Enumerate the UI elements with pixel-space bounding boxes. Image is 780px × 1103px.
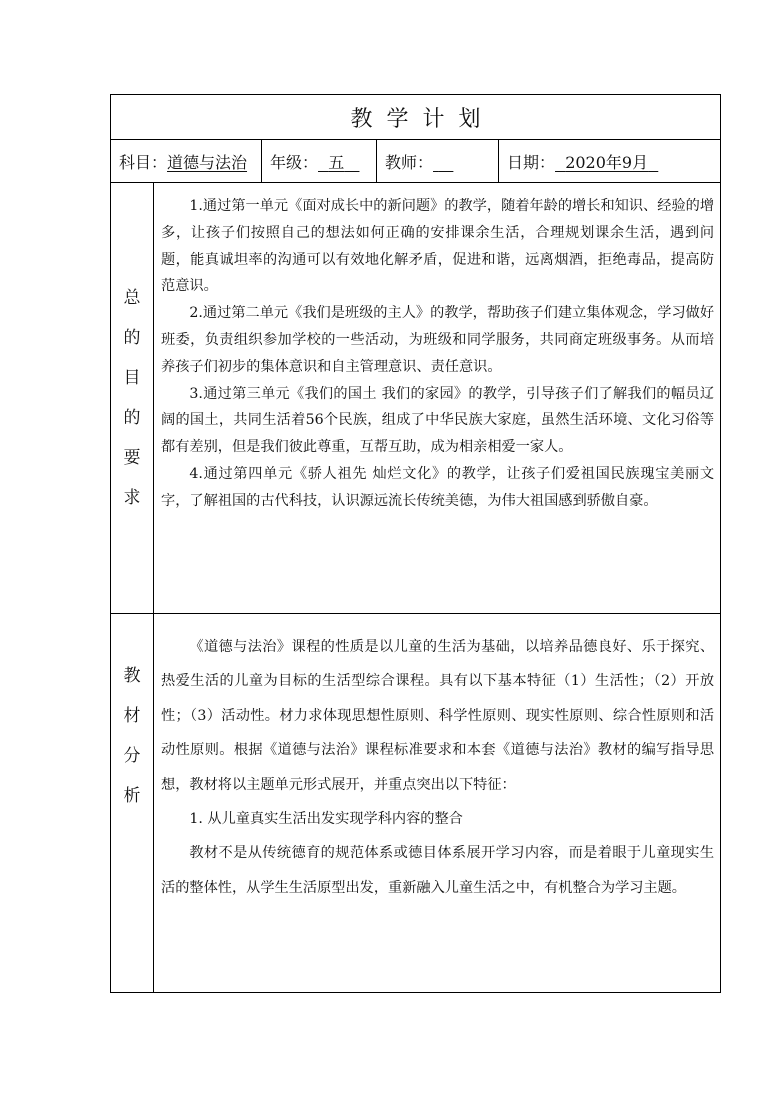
date-label: 日期： xyxy=(507,152,556,172)
page-title: 教学计划 xyxy=(350,106,495,132)
teacher-value xyxy=(433,153,453,172)
goals-label-char: 的 xyxy=(123,408,141,428)
goals-label xyxy=(111,183,154,614)
goal-paragraph-1: 1.通过第一单元《面对成长中的新问题》的教学，随着年龄的增长和知识、经验的增多，让孩子们按照自己的想法如何正确的安排课余生活，合理规划课余生活，遇到问题，能真诚坦率的沟通可以有效地化解矛盾，促进和谐，远离烟酒，拒绝毒品，提高防范意识。 xyxy=(161,198,715,295)
goals-content xyxy=(154,183,721,614)
material-content xyxy=(154,614,721,993)
subject-value: 道德与法治 xyxy=(167,152,248,172)
material-paragraph-1: 《道德与法治》课程的性质是以儿童的生活为基础，以培养品德良好、乐于探究、热爱生活的儿童为目标的生活型综合课程。具有以下基本特征（1）生活性；（2）开放性；（3）活动性。材力求体现思想性原则、科学性原则、现实性原则、综合性原则和活动性原则。根据《道德与法治》课程标准要求和本套《道德与法治》教材的编写指导思想，教材将以主题单元形式展开，并重点突出以下特征： xyxy=(161,639,715,793)
material-label-char: 材 xyxy=(123,706,141,726)
material-paragraph-2: 教材不是从传统德育的规范体系或德目体系展开学习内容，而是着眼于儿童现实生活的整体性，从学生生活原型出发，重新融入儿童生活之中，有机整合为学习主题。 xyxy=(161,845,715,896)
date-cell xyxy=(499,140,721,183)
goals-label-char: 总 xyxy=(123,288,141,308)
grade-cell xyxy=(262,140,377,183)
teacher-cell xyxy=(377,140,499,183)
goal-paragraph-4: 4.通过第四单元《骄人祖先 灿烂文化》的教学，让孩子们爱祖国民族瑰宝美丽文字，了解祖国的古代科技，认识源远流长传统美德，为伟大祖国感到骄傲自豪。 xyxy=(161,465,715,509)
material-label xyxy=(111,614,154,993)
material-label-char: 教 xyxy=(123,666,141,686)
goal-paragraph-3: 3.通过第三单元《我们的国土 我们的家园》的教学，引导孩子们了解我们的幅员辽阔的国土，共同生活着56个民族，组成了中华民族大家庭，虽然生活环境、文化习俗等都有差别，但是我们彼此尊重，互帮互助，成为相亲相爱一家人。 xyxy=(161,385,715,456)
goal-paragraph-2: 2.通过第二单元《我们是班级的主人》的教学，帮助孩子们建立集体观念，学习做好班委，负责组织参加学校的一些活动，为班级和同学服务，共同商定班级事务。从而培养孩子们初步的集体意识和自主管理意识、责任意识。 xyxy=(161,305,715,375)
grade-value: 五 xyxy=(328,152,345,172)
teaching-plan-table xyxy=(110,94,721,993)
goals-label-char: 要 xyxy=(123,448,141,468)
goals-label-char: 求 xyxy=(123,488,141,508)
goals-row xyxy=(111,183,721,614)
subject-label: 科目： xyxy=(119,152,168,172)
teacher-label: 教师： xyxy=(385,152,434,172)
info-row xyxy=(111,140,721,183)
goals-label-char: 目 xyxy=(123,368,141,388)
material-row xyxy=(111,614,721,993)
material-heading-1: 1. 从儿童真实生活出发实现学科内容的整合 xyxy=(189,811,463,828)
title-cell xyxy=(111,95,721,140)
date-value: 2020年9月 xyxy=(565,152,649,172)
material-label-char: 分 xyxy=(123,746,141,766)
grade-label: 年级： xyxy=(270,152,319,172)
material-label-char: 析 xyxy=(123,786,141,806)
goals-label-char: 的 xyxy=(123,328,141,348)
subject-cell xyxy=(111,140,262,183)
